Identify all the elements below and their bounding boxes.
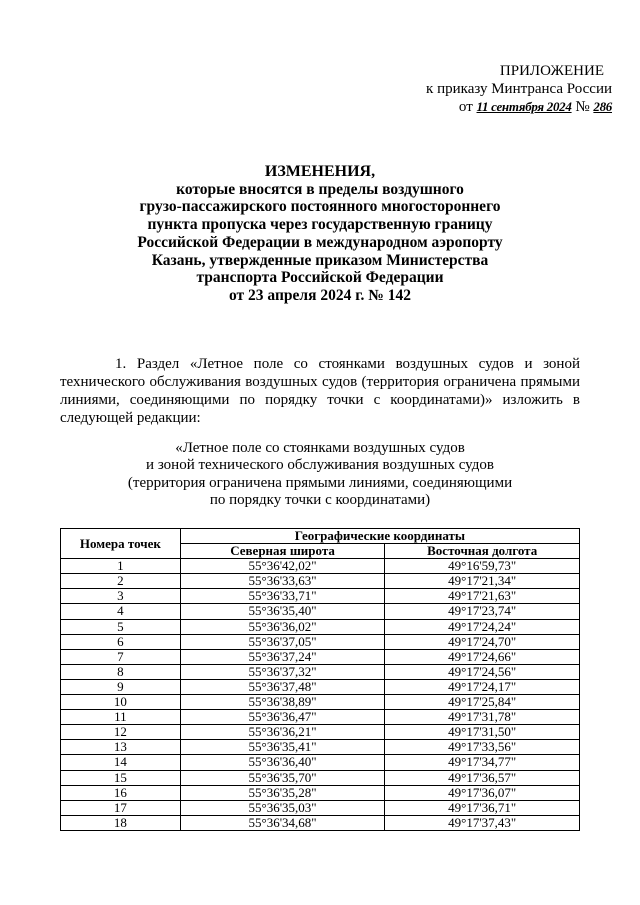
latitude: 55°36'33,71" <box>180 589 385 604</box>
longitude: 49°17'33,56" <box>385 740 580 755</box>
table-row <box>61 800 580 815</box>
table-row <box>61 664 580 679</box>
table-row <box>61 755 580 770</box>
longitude: 49°16'59,73" <box>385 559 580 574</box>
point-number: 16 <box>61 785 181 800</box>
coordinates-table <box>60 528 580 831</box>
subheading-line: «Летное поле со стоянками воздушных судов <box>175 440 465 456</box>
longitude: 49°17'37,43" <box>385 815 580 830</box>
point-number: 2 <box>61 574 181 589</box>
longitude: 49°17'36,57" <box>385 770 580 785</box>
longitude: 49°17'24,24" <box>385 619 580 634</box>
longitude: 49°17'36,71" <box>385 800 580 815</box>
header-geo: Географические координаты <box>180 529 579 544</box>
point-number: 6 <box>61 634 181 649</box>
point-number: 13 <box>61 740 181 755</box>
appendix-block <box>400 62 612 116</box>
table-row <box>61 619 580 634</box>
title-line: которые вносятся в пределы воздушного <box>176 180 464 198</box>
paragraph-1: 1. Раздел «Летное поле со стоянками воздушных судов и зоной технического обслуживания воздушных судов (территория ограничена прямыми линиями, соединяющими по порядку точки с координатами)» изложить в следующей редакции: <box>60 356 580 426</box>
document-title <box>60 163 580 305</box>
handwritten-number: 286 <box>593 99 612 114</box>
longitude: 49°17'21,63" <box>385 589 580 604</box>
table-row <box>61 740 580 755</box>
appendix-date-line <box>459 99 612 115</box>
table-row <box>61 604 580 619</box>
handwritten-date: 11 сентября 2024 <box>476 99 572 114</box>
latitude: 55°36'42,02" <box>180 559 385 574</box>
point-number: 12 <box>61 725 181 740</box>
longitude: 49°17'24,70" <box>385 634 580 649</box>
header-lon: Восточная долгота <box>385 544 580 559</box>
latitude: 55°36'37,32" <box>180 664 385 679</box>
point-number: 5 <box>61 619 181 634</box>
point-number: 9 <box>61 679 181 694</box>
latitude: 55°36'35,28" <box>180 785 385 800</box>
latitude: 55°36'37,24" <box>180 649 385 664</box>
number-sign: № <box>575 99 590 115</box>
table-row <box>61 725 580 740</box>
title-heading: ИЗМЕНЕНИЯ, <box>264 163 376 180</box>
title-line: Российской Федерации в международном аэропорту <box>137 233 503 251</box>
longitude: 49°17'24,66" <box>385 649 580 664</box>
longitude: 49°17'31,50" <box>385 725 580 740</box>
table-row <box>61 815 580 830</box>
point-number: 8 <box>61 664 181 679</box>
table-row <box>61 770 580 785</box>
point-number: 4 <box>61 604 181 619</box>
latitude: 55°36'36,47" <box>180 710 385 725</box>
latitude: 55°36'33,63" <box>180 574 385 589</box>
latitude: 55°36'37,48" <box>180 679 385 694</box>
longitude: 49°17'25,84" <box>385 695 580 710</box>
latitude: 55°36'35,70" <box>180 770 385 785</box>
point-number: 7 <box>61 649 181 664</box>
longitude: 49°17'34,77" <box>385 755 580 770</box>
table-row <box>61 679 580 694</box>
longitude: 49°17'31,78" <box>385 710 580 725</box>
table-row <box>61 559 580 574</box>
from-label: от <box>458 99 473 115</box>
latitude: 55°36'35,40" <box>180 604 385 619</box>
subheading-line: и зоной технического обслуживания воздушных судов <box>146 457 494 474</box>
subheading-line: (территория ограничена прямыми линиями, соединяющими <box>127 474 513 491</box>
appendix-order: к приказу Минтранса России <box>426 81 612 97</box>
point-number: 10 <box>61 695 181 710</box>
title-line: от 23 апреля 2024 г. № 142 <box>229 286 411 304</box>
header-lat: Северная широта <box>180 544 385 559</box>
table-row <box>61 695 580 710</box>
point-number: 11 <box>61 710 181 725</box>
table-row <box>61 574 580 589</box>
header-points: Номера точек <box>61 529 181 559</box>
latitude: 55°36'37,05" <box>180 634 385 649</box>
title-line: пункта пропуска через государственную границу <box>147 216 493 234</box>
longitude: 49°17'21,34" <box>385 574 580 589</box>
latitude: 55°36'38,89" <box>180 695 385 710</box>
longitude: 49°17'23,74" <box>385 604 580 619</box>
table-row <box>61 785 580 800</box>
longitude: 49°17'36,07" <box>385 785 580 800</box>
latitude: 55°36'34,68" <box>180 815 385 830</box>
point-number: 1 <box>61 559 181 574</box>
latitude: 55°36'36,21" <box>180 725 385 740</box>
point-number: 17 <box>61 800 181 815</box>
latitude: 55°36'35,41" <box>180 740 385 755</box>
table-row <box>61 649 580 664</box>
longitude: 49°17'24,17" <box>385 679 580 694</box>
title-line: транспорта Российской Федерации <box>196 269 444 287</box>
section-subheading <box>60 440 580 509</box>
title-line: Казань, утвержденные приказом Министерства <box>151 251 489 269</box>
table-row <box>61 589 580 604</box>
latitude: 55°36'36,40" <box>180 755 385 770</box>
longitude: 49°17'24,56" <box>385 664 580 679</box>
subheading-line: по порядку точки с координатами) <box>209 491 431 508</box>
title-line: грузо-пассажирского постоянного многостороннего <box>139 198 501 216</box>
table-row <box>61 710 580 725</box>
table-row <box>61 634 580 649</box>
latitude: 55°36'36,02" <box>180 619 385 634</box>
point-number: 18 <box>61 815 181 830</box>
appendix-label: ПРИЛОЖЕНИЕ <box>499 63 604 79</box>
latitude: 55°36'35,03" <box>180 800 385 815</box>
point-number: 3 <box>61 589 181 604</box>
point-number: 14 <box>61 755 181 770</box>
point-number: 15 <box>61 770 181 785</box>
